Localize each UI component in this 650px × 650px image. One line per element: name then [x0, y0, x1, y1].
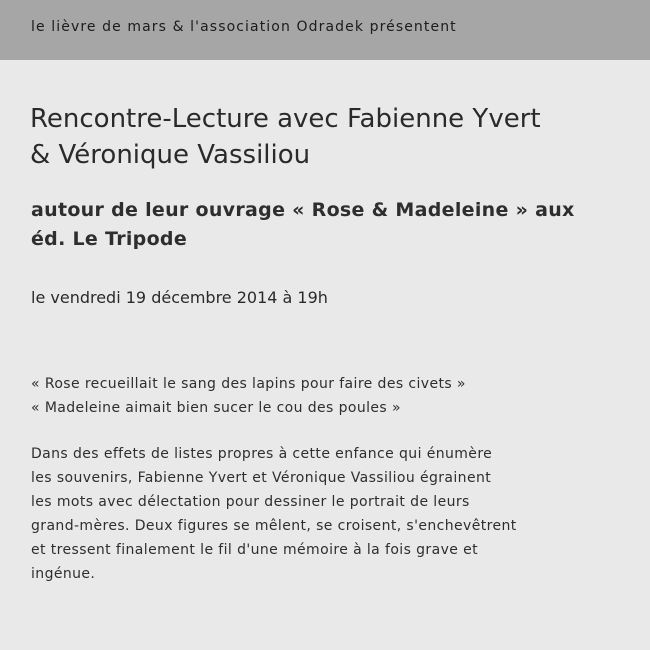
event-subtitle: [31, 196, 611, 254]
description-line: grand-mères. Deux figures se mêlent, se croisent, s'enchevêtrent: [31, 518, 517, 534]
description-paragraph: [31, 442, 517, 586]
event-subtitle-line-1: autour de leur ouvrage « Rose & Madeleine » aux: [31, 199, 575, 221]
quotes-block: [31, 372, 466, 420]
event-title-line-2: & Véronique Vassiliou: [30, 140, 311, 170]
header-bar: [0, 0, 650, 60]
description-line: les souvenirs, Fabienne Yvert et Véronique Vassiliou égrainent: [31, 470, 492, 486]
description-line: ingénue.: [31, 566, 96, 582]
description-line: les mots avec délectation pour dessiner le portrait de leurs: [31, 494, 470, 510]
description-line: et tressent finalement le fil d'une mémoire à la fois grave et: [31, 542, 479, 558]
quote-line: « Rose recueillait le sang des lapins pour faire des civets »: [31, 376, 466, 392]
event-title-line-1: Rencontre-Lecture avec Fabienne Yvert: [30, 104, 541, 134]
description-line: Dans des effets de listes propres à cette enfance qui énumère: [31, 446, 493, 462]
quote-line: « Madeleine aimait bien sucer le cou des poules »: [31, 400, 401, 416]
event-title: [30, 101, 610, 173]
event-subtitle-line-2: éd. Le Tripode: [31, 228, 188, 250]
presenters-line: le lièvre de mars & l'association Odradek présentent: [31, 19, 457, 35]
event-date: le vendredi 19 décembre 2014 à 19h: [31, 288, 328, 307]
